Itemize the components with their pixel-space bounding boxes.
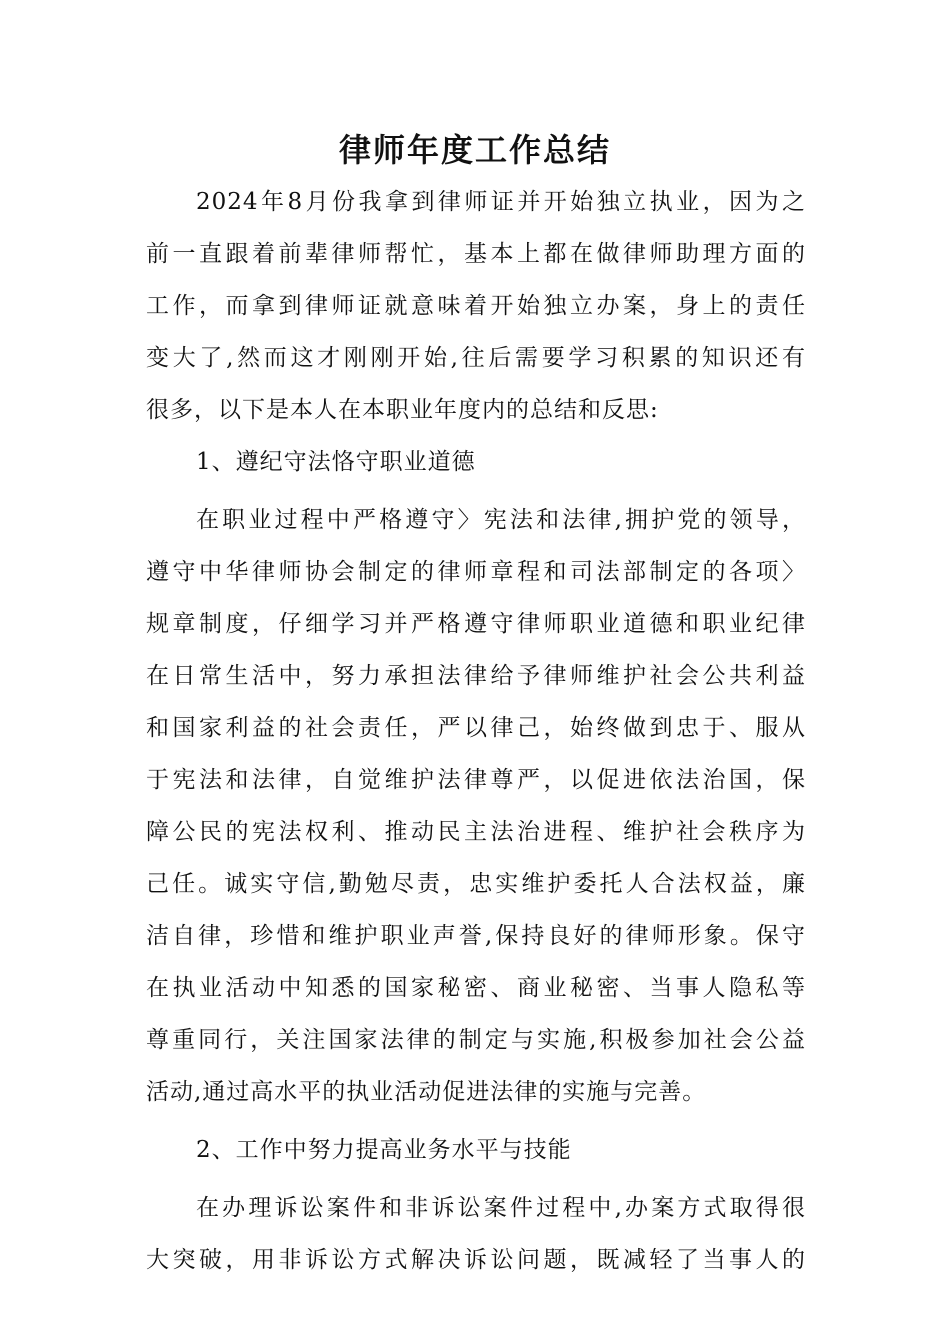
paragraph-line: 变大了,然而这才刚刚开始,往后需要学习积累的知识还有 — [146, 345, 806, 371]
document-title: 律师年度工作总结 — [338, 131, 611, 169]
paragraph-line: 尊重同行，关注国家法律的制定与实施,积极参加社会公益 — [146, 1027, 806, 1053]
paragraph-line: 前一直跟着前辈律师帮忙，基本上都在做律师助理方面的 — [146, 241, 806, 267]
paragraph-line: 活动,通过高水平的执业活动促进法律的实施与完善。 — [146, 1079, 707, 1105]
paragraph-line: 在执业活动中知悉的国家秘密、商业秘密、当事人隐私等 — [146, 975, 806, 1001]
section-heading: 1、遵纪守法恪守职业道德 — [196, 449, 476, 475]
paragraph-line: 大突破，用非诉讼方式解决诉讼问题，既减轻了当事人的 — [146, 1247, 806, 1273]
paragraph-line: 规章制度，仔细学习并严格遵守律师职业道德和职业纪律 — [146, 611, 806, 637]
section-heading: 2、工作中努力提高业务水平与技能 — [196, 1137, 572, 1163]
paragraph-line: 2024年8月份我拿到律师证并开始独立执业，因为之 — [196, 189, 806, 215]
paragraph-line: 在日常生活中，努力承担法律给予律师维护社会公共利益 — [146, 663, 806, 689]
paragraph-line: 遵守中华律师协会制定的律师章程和司法部制定的各项〉 — [146, 559, 806, 585]
paragraph-line: 于宪法和法律，自觉维护法律尊严，以促进依法治国，保 — [146, 767, 806, 793]
paragraph-line: 在职业过程中严格遵守〉宪法和法律,拥护党的领导， — [196, 507, 806, 533]
document-body — [146, 176, 806, 1286]
paragraph-line: 和国家利益的社会责任，严以律己，始终做到忠于、服从 — [146, 715, 806, 741]
paragraph-line: 在办理诉讼案件和非诉讼案件过程中,办案方式取得很 — [196, 1195, 806, 1221]
paragraph-line: 障公民的宪法权利、推动民主法治进程、维护社会秩序为 — [146, 819, 806, 845]
paragraph-line: 很多，以下是本人在本职业年度内的总结和反思: — [146, 397, 659, 423]
paragraph-line: 洁自律，珍惜和维护职业声誉,保持良好的律师形象。保守 — [146, 923, 806, 949]
paragraph-line: 己任。诚实守信,勤勉尽责，忠实维护委托人合法权益，廉 — [146, 871, 806, 897]
paragraph-line: 工作，而拿到律师证就意味着开始独立办案，身上的责任 — [146, 293, 806, 319]
